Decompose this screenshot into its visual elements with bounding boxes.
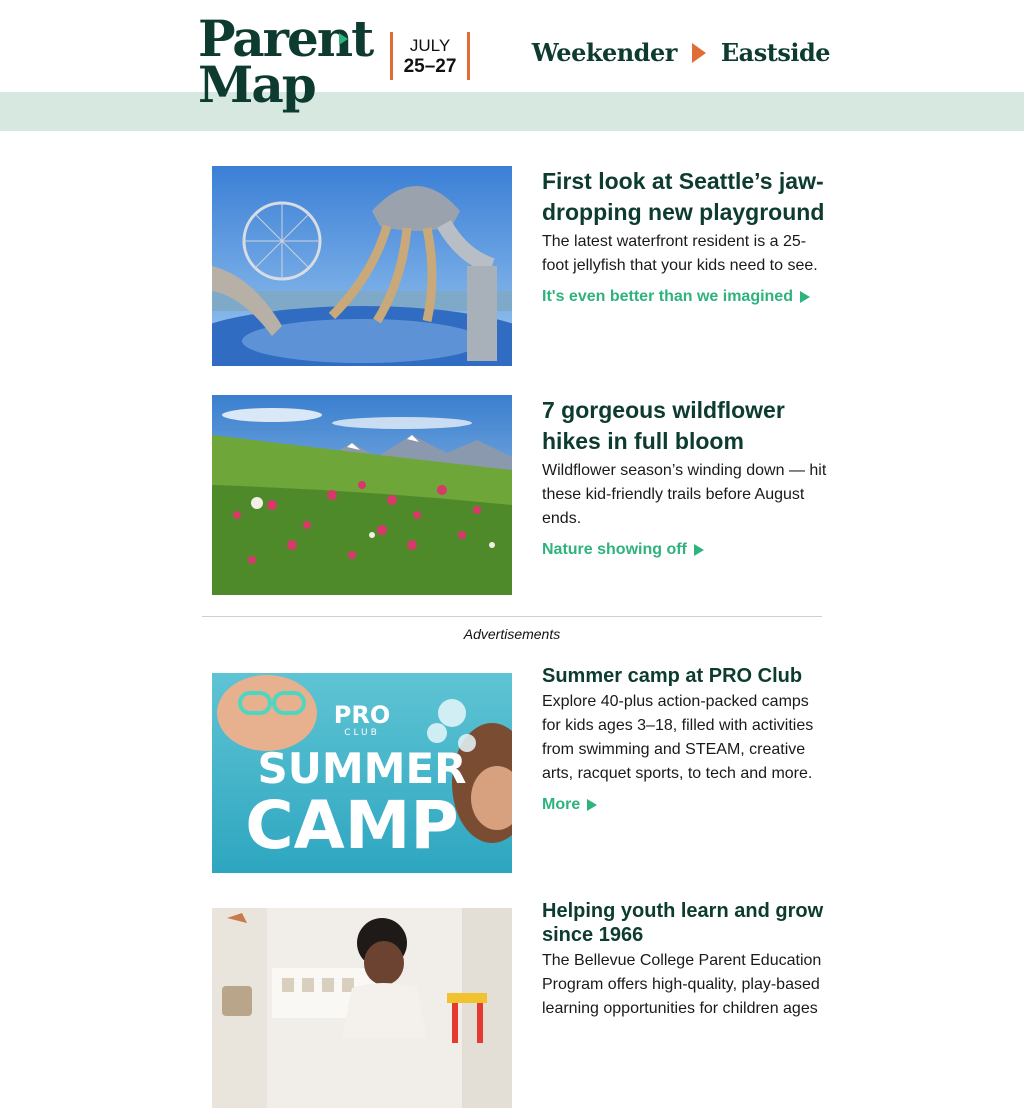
ad-summary: Explore 40-plus action-packed camps for kids ages 3–18, filled with activities from swimming and STEAM, creative arts, racquet sports, to tech and more. (542, 693, 814, 782)
summer-text: SUMMER (257, 744, 467, 793)
cta-label: It's even better than we imagined (542, 288, 793, 305)
article-cta-link[interactable] (542, 288, 810, 306)
play-arrow-icon (694, 544, 704, 556)
playground-image[interactable] (212, 166, 512, 366)
ad-title[interactable]: Helping youth learn and grow since 1966 (542, 900, 824, 946)
pro-club-logo-subtext: CLUB (344, 728, 380, 738)
edition-name: Weekender (531, 38, 677, 67)
play-arrow-icon (587, 799, 597, 811)
play-arrow-icon (800, 291, 810, 303)
article-title[interactable]: First look at Seattle’s jaw-dropping new playground (542, 168, 825, 225)
section-divider (202, 616, 822, 617)
camp-text: CAMP (245, 787, 459, 864)
pro-club-logo-text: PRO (333, 701, 391, 729)
toddler-play-image[interactable] (212, 908, 512, 1108)
edition-region: Eastside (720, 38, 830, 67)
cta-label: More (542, 796, 581, 813)
logo-line-2: Map (198, 55, 315, 114)
ad-title[interactable]: Summer camp at PRO Club (542, 665, 803, 687)
article-title[interactable]: 7 gorgeous wildflower hikes in full bloom (542, 397, 785, 454)
parentmap-logo[interactable] (198, 9, 373, 114)
edition-title (532, 38, 830, 67)
summer-camp-image[interactable] (212, 673, 512, 873)
ads-label: Advertisements (463, 626, 561, 642)
ad-cta-link[interactable] (542, 796, 597, 814)
issue-date-box (390, 32, 470, 80)
wildflower-image[interactable] (212, 395, 512, 595)
article-summary: Wildflower season’s winding down — hit these kid-friendly trails before August ends. (542, 462, 827, 527)
issue-days: 25–27 (403, 56, 457, 77)
logo-line-1: Parent (198, 9, 373, 68)
logo-play-icon (339, 33, 348, 45)
edition-arrow-icon (692, 43, 706, 63)
ad-summary: The Bellevue College Parent Education Program offers high-quality, play-based learning opportunities for children ages (542, 952, 822, 1017)
article-summary: The latest waterfront resident is a 25-foot jellyfish that your kids need to see. (542, 233, 818, 274)
cta-label: Nature showing off (542, 541, 687, 558)
article-cta-link[interactable] (542, 541, 704, 559)
issue-month: JULY (409, 36, 451, 55)
header-band (0, 92, 1024, 131)
